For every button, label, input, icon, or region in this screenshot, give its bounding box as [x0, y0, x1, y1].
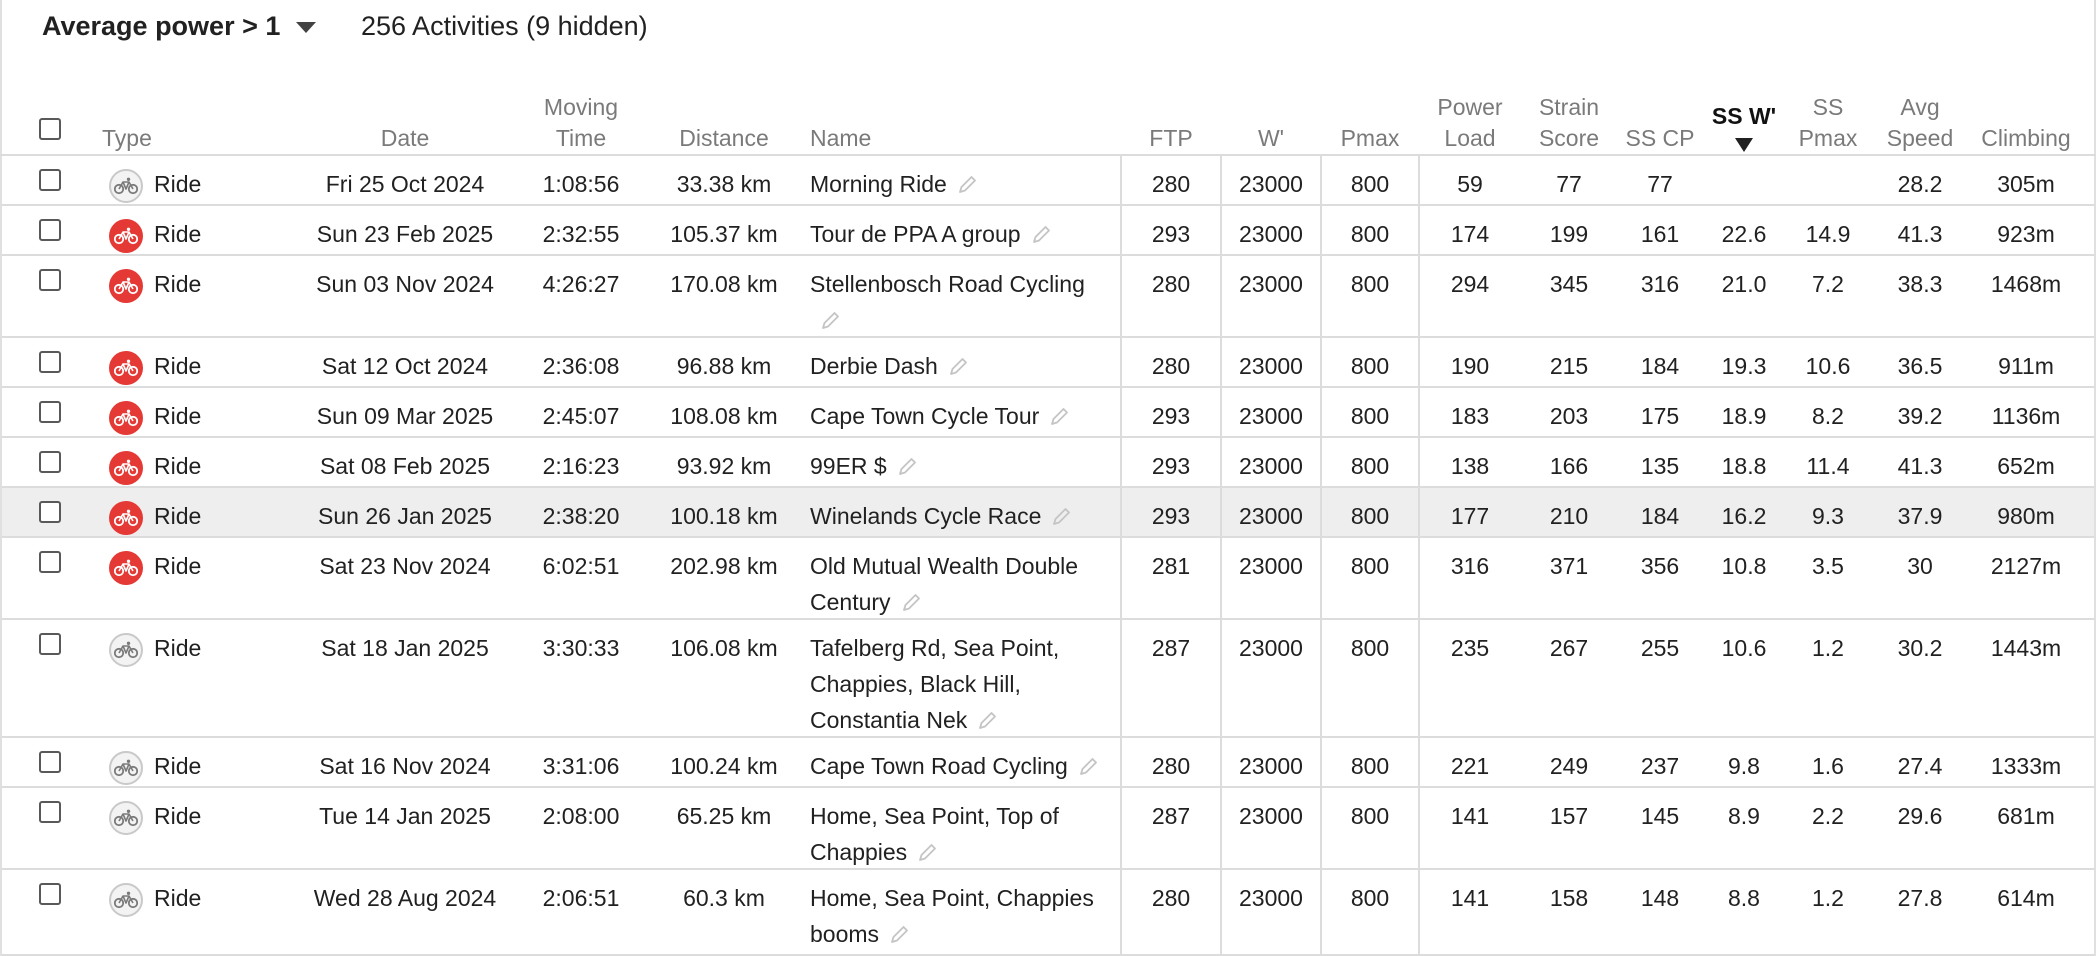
table-row[interactable] [2, 738, 2094, 788]
pencil-icon[interactable] [879, 921, 911, 947]
cell-ss-wprime: 18.9 [1721, 403, 1767, 429]
cell-date: Sat 08 Feb 2025 [319, 453, 491, 479]
pencil-icon[interactable] [938, 353, 970, 379]
cell-ss-wprime: 19.3 [1721, 353, 1767, 379]
cell-power-load: 174 [1450, 221, 1490, 247]
cell-wprime: 23000 [1239, 271, 1303, 297]
cell-avg-speed: 41.3 [1897, 453, 1943, 479]
row-checkbox[interactable] [39, 401, 61, 423]
cell-pmax: 800 [1350, 885, 1390, 911]
column-header-type[interactable]: Type [102, 125, 152, 151]
caret-down-icon [296, 22, 316, 33]
pencil-icon[interactable] [891, 589, 923, 615]
cell-avg-speed: 29.6 [1897, 803, 1943, 829]
activity-name: Tafelberg Rd, Sea Point, Chappies, Black Hill, Constantia Nek [810, 635, 1060, 733]
column-header-pmax[interactable]: Pmax [1340, 125, 1400, 151]
cell-strain-score: 215 [1549, 353, 1589, 379]
cell-moving-time: 1:08:56 [542, 171, 620, 197]
cell-distance: 170.08 km [670, 271, 778, 297]
cell-strain-score: 249 [1549, 753, 1589, 779]
cell-distance: 202.98 km [670, 553, 778, 579]
cell-avg-speed: 28.2 [1897, 171, 1943, 197]
cell-wprime: 23000 [1239, 353, 1303, 379]
cell-date: Sun 09 Mar 2025 [316, 403, 494, 429]
cell-moving-time: 3:30:33 [542, 635, 620, 661]
cell-ftp: 281 [1151, 553, 1191, 579]
cell-wprime: 23000 [1239, 885, 1303, 911]
cell-moving-time: 2:32:55 [542, 221, 620, 247]
cell-ss-wprime: 16.2 [1721, 503, 1767, 529]
cell-wprime: 23000 [1239, 403, 1303, 429]
activity-name: Old Mutual Wealth Double Century [810, 553, 1079, 615]
cell-pmax: 800 [1350, 403, 1390, 429]
cell-ss-cp: 184 [1640, 353, 1680, 379]
pencil-icon[interactable] [887, 453, 919, 479]
cell-climbing: 1468m [1990, 271, 2062, 297]
cell-ss-pmax: 9.3 [1812, 503, 1844, 529]
cell-ss-pmax: 3.5 [1812, 553, 1844, 579]
row-checkbox[interactable] [39, 551, 61, 573]
cell-power-load: 183 [1450, 403, 1490, 429]
activity-type: Ride [154, 221, 202, 247]
column-header-name[interactable]: Name [810, 125, 872, 151]
activity-name: Winelands Cycle Race [810, 503, 1042, 529]
cell-moving-time: 3:31:06 [542, 753, 620, 779]
activity-type: Ride [154, 403, 202, 429]
cell-distance: 65.25 km [676, 803, 772, 829]
activity-type: Ride [154, 503, 202, 529]
cell-ftp: 293 [1151, 221, 1191, 247]
cell-ss-wprime: 9.8 [1728, 753, 1760, 779]
activity-name-link[interactable] [810, 798, 1110, 870]
bike-red-icon [109, 451, 143, 485]
cell-ss-cp: 77 [1647, 171, 1673, 197]
cell-ss-cp: 161 [1640, 221, 1680, 247]
cell-ftp: 287 [1151, 635, 1191, 661]
cell-pmax: 800 [1350, 171, 1390, 197]
cell-distance: 33.38 km [676, 171, 772, 197]
cell-ss-cp: 145 [1640, 803, 1680, 829]
pencil-icon[interactable] [1041, 503, 1073, 529]
activity-name: Morning Ride [810, 171, 947, 197]
bike-grey-icon [109, 883, 143, 917]
cell-ss-wprime: 8.9 [1728, 803, 1760, 829]
cell-pmax: 800 [1350, 453, 1390, 479]
cell-ss-wprime: 10.6 [1721, 635, 1767, 661]
table-row[interactable] [2, 870, 2094, 956]
row-checkbox[interactable] [39, 169, 61, 191]
pencil-icon[interactable] [1068, 753, 1100, 779]
cell-moving-time: 2:16:23 [542, 453, 620, 479]
cell-date: Tue 14 Jan 2025 [319, 803, 491, 829]
activity-type: Ride [154, 635, 202, 661]
cell-climbing: 652m [1997, 453, 2055, 479]
bike-red-icon [109, 551, 143, 585]
cell-strain-score: 77 [1556, 171, 1582, 197]
activity-type: Ride [154, 553, 202, 579]
cell-strain-score: 203 [1549, 403, 1589, 429]
cell-avg-speed: 30.2 [1897, 635, 1943, 661]
row-checkbox[interactable] [39, 883, 61, 905]
cell-avg-speed: 27.8 [1897, 885, 1943, 911]
activity-type: Ride [154, 353, 202, 379]
cell-ss-wprime: 8.8 [1728, 885, 1760, 911]
activity-type: Ride [154, 171, 202, 197]
activity-name-link[interactable] [810, 630, 1110, 738]
row-checkbox[interactable] [39, 351, 61, 373]
cell-ss-cp: 237 [1640, 753, 1680, 779]
activity-name: Stellenbosch Road Cycling [810, 271, 1085, 297]
table-row[interactable] [2, 438, 2094, 488]
table-row[interactable] [2, 338, 2094, 388]
cell-avg-speed: 39.2 [1897, 403, 1943, 429]
cell-climbing: 980m [1997, 503, 2055, 529]
activity-name: Cape Town Road Cycling [810, 753, 1068, 779]
cell-distance: 108.08 km [670, 403, 778, 429]
cell-climbing: 681m [1997, 803, 2055, 829]
cell-power-load: 141 [1450, 885, 1490, 911]
bike-red-icon [109, 401, 143, 435]
cell-distance: 96.88 km [676, 353, 772, 379]
column-header-wprime[interactable]: W' [1257, 125, 1285, 151]
cell-power-load: 190 [1450, 353, 1490, 379]
cell-strain-score: 345 [1549, 271, 1589, 297]
pencil-icon[interactable] [967, 707, 999, 733]
cell-avg-speed: 36.5 [1897, 353, 1943, 379]
cell-climbing: 1333m [1990, 753, 2062, 779]
cell-wprime: 23000 [1239, 453, 1303, 479]
cell-date: Sat 16 Nov 2024 [319, 753, 491, 779]
cell-ftp: 293 [1151, 403, 1191, 429]
cell-ss-pmax: 14.9 [1805, 221, 1851, 247]
cell-strain-score: 210 [1549, 503, 1589, 529]
activity-name: Tour de PPA A group [810, 221, 1021, 247]
cell-moving-time: 6:02:51 [542, 553, 620, 579]
cell-climbing: 614m [1997, 885, 2055, 911]
cell-moving-time: 2:08:00 [542, 803, 620, 829]
filter-label: Average power > 1 [42, 10, 281, 41]
cell-wprime: 23000 [1239, 635, 1303, 661]
cell-pmax: 800 [1350, 353, 1390, 379]
cell-power-load: 138 [1450, 453, 1490, 479]
table-row[interactable] [2, 206, 2094, 256]
cell-date: Sat 12 Oct 2024 [321, 353, 489, 379]
cell-ss-cp: 316 [1640, 271, 1680, 297]
cell-climbing: 305m [1997, 171, 2055, 197]
column-header-distance[interactable]: Distance [679, 125, 769, 151]
cell-distance: 60.3 km [683, 885, 765, 911]
table-row[interactable] [2, 256, 2094, 338]
bike-grey-icon [109, 169, 143, 203]
cell-ftp: 280 [1151, 271, 1191, 297]
cell-date: Wed 28 Aug 2024 [313, 885, 497, 911]
cell-wprime: 23000 [1239, 803, 1303, 829]
cell-climbing: 2127m [1990, 553, 2062, 579]
bike-red-icon [109, 501, 143, 535]
cell-ss-cp: 135 [1640, 453, 1680, 479]
table-row[interactable] [2, 538, 2094, 620]
cell-distance: 106.08 km [670, 635, 778, 661]
cell-ss-wprime: 10.8 [1721, 553, 1767, 579]
column-header-moving-time[interactable]: Moving Time [543, 94, 619, 151]
cell-pmax: 800 [1350, 635, 1390, 661]
cell-date: Sat 18 Jan 2025 [321, 635, 489, 661]
activity-name-link[interactable] [810, 216, 1110, 252]
cell-strain-score: 199 [1549, 221, 1589, 247]
cell-avg-speed: 30 [1907, 553, 1933, 579]
cell-date: Sat 23 Nov 2024 [319, 553, 491, 579]
cell-ss-pmax: 8.2 [1812, 403, 1844, 429]
bike-red-icon [109, 219, 143, 253]
cell-climbing: 923m [1997, 221, 2055, 247]
activity-name-link[interactable] [810, 880, 1110, 952]
cell-distance: 100.24 km [670, 753, 778, 779]
row-checkbox[interactable] [39, 801, 61, 823]
cell-avg-speed: 41.3 [1897, 221, 1943, 247]
cell-moving-time: 2:36:08 [542, 353, 620, 379]
column-header-ftp[interactable]: FTP [1149, 125, 1193, 151]
cell-moving-time: 2:45:07 [542, 403, 620, 429]
activity-name-link[interactable] [810, 348, 1110, 384]
cell-pmax: 800 [1350, 271, 1390, 297]
row-checkbox[interactable] [39, 269, 61, 291]
cell-wprime: 23000 [1239, 221, 1303, 247]
activity-name-link[interactable] [810, 398, 1110, 434]
cell-pmax: 800 [1350, 803, 1390, 829]
cell-power-load: 221 [1450, 753, 1490, 779]
cell-ss-pmax: 11.4 [1806, 453, 1850, 479]
cell-ftp: 280 [1151, 885, 1191, 911]
pencil-icon[interactable] [1021, 221, 1053, 247]
row-checkbox[interactable] [39, 751, 61, 773]
cell-moving-time: 4:26:27 [542, 271, 620, 297]
cell-date: Fri 25 Oct 2024 [325, 171, 485, 197]
cell-avg-speed: 27.4 [1897, 753, 1943, 779]
cell-wprime: 23000 [1239, 553, 1303, 579]
bike-red-icon [109, 269, 143, 303]
cell-power-load: 177 [1450, 503, 1490, 529]
cell-ss-cp: 148 [1640, 885, 1680, 911]
cell-strain-score: 157 [1549, 803, 1589, 829]
cell-ftp: 293 [1151, 453, 1191, 479]
cell-strain-score: 158 [1549, 885, 1589, 911]
filter-dropdown[interactable] [42, 8, 316, 44]
toolbar [0, 0, 2096, 54]
activity-name-link[interactable] [810, 448, 1110, 484]
cell-pmax: 800 [1350, 221, 1390, 247]
column-header-strain-score[interactable]: Strain Score [1538, 94, 1600, 151]
cell-climbing: 1443m [1990, 635, 2062, 661]
activity-type: Ride [154, 453, 202, 479]
cell-ss-wprime: 18.8 [1721, 453, 1767, 479]
cell-date: Sun 23 Feb 2025 [316, 221, 494, 247]
cell-power-load: 59 [1457, 171, 1483, 197]
activity-type: Ride [154, 753, 202, 779]
cell-strain-score: 371 [1549, 553, 1589, 579]
cell-pmax: 800 [1350, 753, 1390, 779]
activity-name: Cape Town Cycle Tour [810, 403, 1040, 429]
cell-moving-time: 2:06:51 [542, 885, 620, 911]
cell-ss-cp: 184 [1640, 503, 1680, 529]
column-header-climbing[interactable]: Climbing [1981, 125, 2071, 151]
activity-name-link[interactable] [810, 748, 1110, 784]
column-header-avg-speed[interactable]: Avg Speed [1886, 94, 1954, 151]
cell-power-load: 316 [1450, 553, 1490, 579]
cell-strain-score: 267 [1549, 635, 1589, 661]
cell-wprime: 23000 [1239, 753, 1303, 779]
cell-climbing: 1136m [1991, 403, 2061, 429]
activity-name: Home, Sea Point, Top of Chappies [810, 803, 1059, 865]
cell-ss-pmax: 1.2 [1812, 635, 1844, 661]
cell-ftp: 293 [1151, 503, 1191, 529]
cell-wprime: 23000 [1239, 171, 1303, 197]
select-all-checkbox[interactable] [39, 118, 61, 140]
activity-name-link[interactable] [810, 266, 1110, 338]
table-row[interactable] [2, 620, 2094, 738]
activity-name-link[interactable] [810, 498, 1110, 534]
table-row[interactable] [2, 788, 2094, 870]
cell-ss-pmax: 2.2 [1812, 803, 1844, 829]
column-header-power-load[interactable]: Power Load [1437, 94, 1503, 151]
sort-descending-icon [1735, 138, 1753, 152]
cell-ss-pmax: 10.6 [1805, 353, 1851, 379]
cell-avg-speed: 38.3 [1897, 271, 1943, 297]
row-checkbox[interactable] [39, 219, 61, 241]
cell-avg-speed: 37.9 [1897, 503, 1943, 529]
activity-type: Ride [154, 885, 202, 911]
column-header-ss-pmax[interactable]: SS Pmax [1798, 94, 1858, 151]
table-header [0, 82, 2096, 156]
bike-grey-icon [109, 633, 143, 667]
row-checkbox[interactable] [39, 633, 61, 655]
cell-ftp: 287 [1151, 803, 1191, 829]
cell-strain-score: 166 [1549, 453, 1589, 479]
cell-ss-pmax: 7.2 [1812, 271, 1844, 297]
cell-distance: 100.18 km [670, 503, 778, 529]
column-header-date[interactable]: Date [380, 125, 430, 151]
table-row[interactable] [2, 156, 2094, 206]
pencil-icon[interactable] [1039, 403, 1071, 429]
cell-ss-wprime: 21.0 [1721, 271, 1767, 297]
cell-ss-wprime: 22.6 [1721, 221, 1767, 247]
cell-ss-pmax: 1.6 [1812, 753, 1844, 779]
activity-name-link[interactable] [810, 548, 1110, 620]
cell-power-load: 294 [1450, 271, 1490, 297]
cell-ftp: 280 [1151, 753, 1191, 779]
bike-grey-icon [109, 801, 143, 835]
bike-grey-icon [109, 751, 143, 785]
cell-power-load: 235 [1450, 635, 1490, 661]
cell-ftp: 280 [1151, 353, 1191, 379]
cell-pmax: 800 [1350, 503, 1390, 529]
cell-ss-cp: 175 [1640, 403, 1680, 429]
cell-date: Sun 03 Nov 2024 [316, 271, 494, 297]
activity-name: 99ER $ [810, 453, 887, 479]
cell-pmax: 800 [1350, 553, 1390, 579]
cell-power-load: 141 [1450, 803, 1490, 829]
cell-ss-cp: 356 [1640, 553, 1680, 579]
activity-type: Ride [154, 271, 202, 297]
activity-type: Ride [154, 803, 202, 829]
cell-ss-cp: 255 [1640, 635, 1680, 661]
table-row[interactable] [2, 388, 2094, 438]
pencil-icon[interactable] [907, 839, 939, 865]
pencil-icon[interactable] [810, 307, 842, 333]
cell-climbing: 911m [1998, 353, 2054, 379]
cell-distance: 105.37 km [670, 221, 778, 247]
row-checkbox[interactable] [39, 501, 61, 523]
column-header-ss-cp[interactable]: SS CP [1625, 125, 1695, 151]
bike-red-icon [109, 351, 143, 385]
pencil-icon[interactable] [947, 171, 979, 197]
cell-wprime: 23000 [1239, 503, 1303, 529]
activity-name-link[interactable] [810, 166, 1110, 202]
cell-moving-time: 2:38:20 [542, 503, 620, 529]
row-checkbox[interactable] [39, 451, 61, 473]
table-row[interactable] [2, 488, 2094, 538]
cell-ss-pmax: 1.2 [1812, 885, 1844, 911]
activity-name: Derbie Dash [810, 353, 938, 379]
column-header-ss-wprime[interactable]: SS W' [1702, 82, 1786, 154]
cell-ftp: 280 [1151, 171, 1191, 197]
activity-name: Home, Sea Point, Chappies booms [810, 885, 1094, 947]
cell-distance: 93.92 km [676, 453, 772, 479]
activity-count: 256 Activities (9 hidden) [361, 11, 648, 41]
cell-date: Sun 26 Jan 2025 [318, 503, 492, 529]
